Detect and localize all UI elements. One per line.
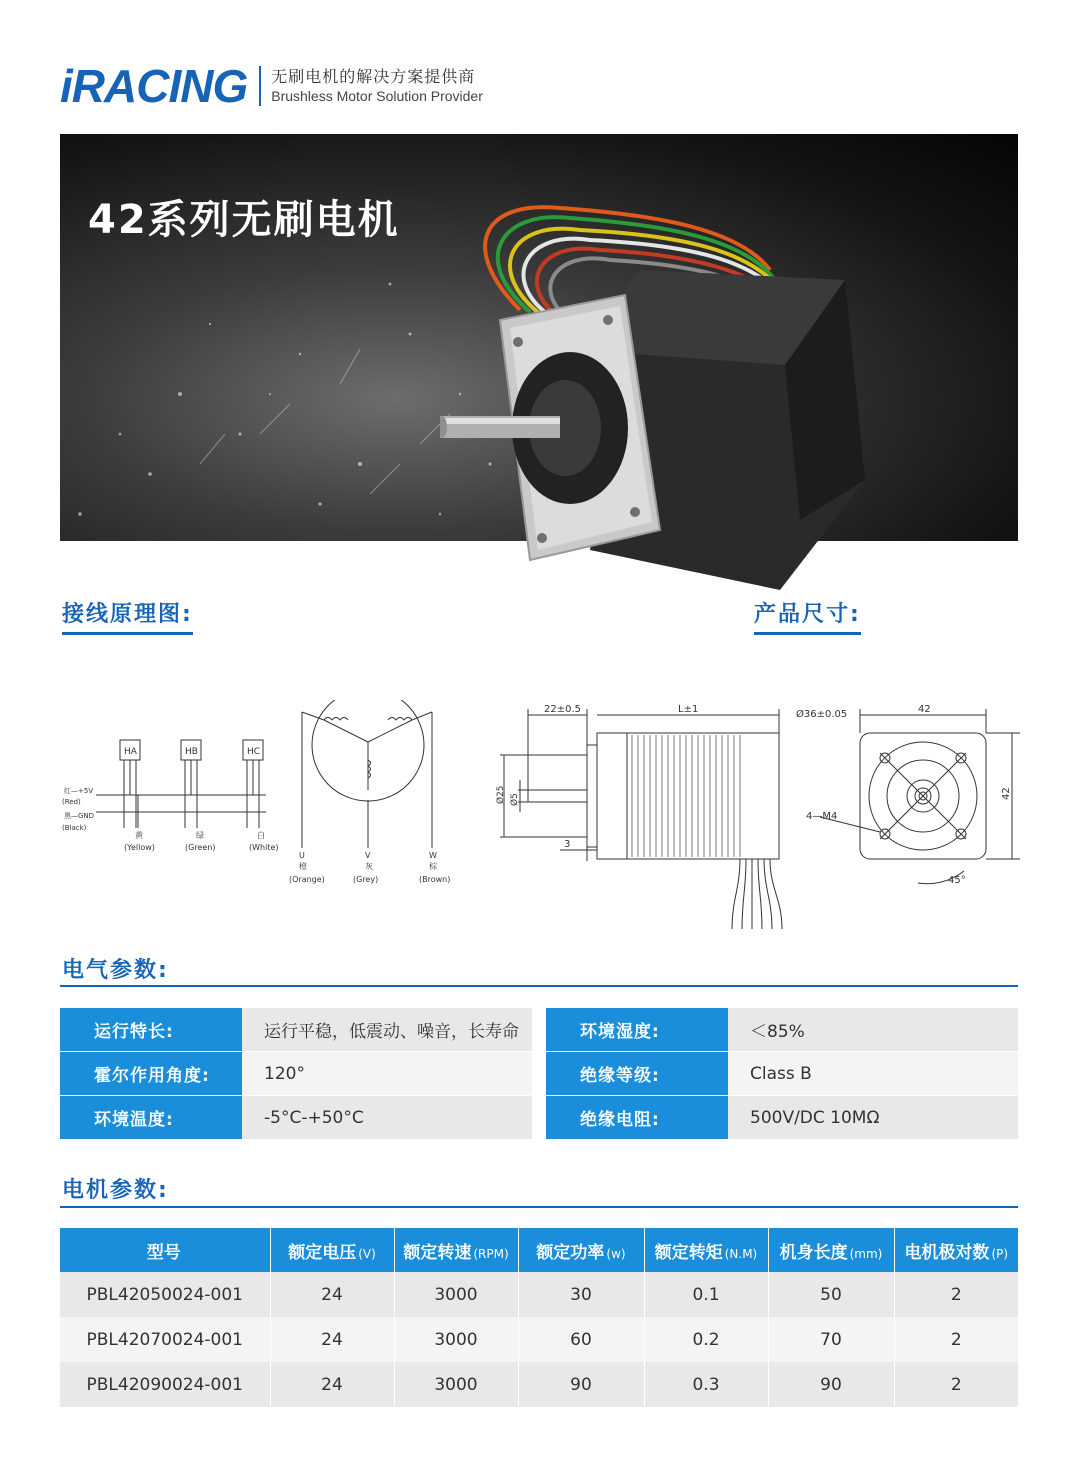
logo-divider bbox=[259, 66, 261, 106]
hall-label-c: HC bbox=[247, 747, 261, 757]
phase-w-letter: W bbox=[429, 851, 437, 860]
electrical-value: 500V/DC 10MΩ bbox=[728, 1096, 1018, 1139]
electrical-key: 绝缘等级: bbox=[546, 1052, 728, 1095]
table-header-row bbox=[60, 1228, 1018, 1272]
phase-u-cn: 橙 bbox=[299, 862, 307, 871]
table-row bbox=[60, 1317, 1018, 1362]
electrical-row bbox=[60, 1096, 532, 1140]
phase-w-cn: 棕 bbox=[429, 862, 437, 871]
electrical-value: -5°C-+50°C bbox=[242, 1096, 532, 1139]
wiring-diagram bbox=[56, 700, 466, 900]
cell-voltage: 24 bbox=[270, 1272, 394, 1317]
phase-u-letter: U bbox=[299, 851, 305, 860]
electrical-row bbox=[546, 1096, 1018, 1140]
cell-model: PBL42050024-001 bbox=[60, 1272, 270, 1317]
cell-pole-pairs: 2 bbox=[894, 1317, 1018, 1362]
hall-wire-green-en: (Green) bbox=[185, 843, 216, 852]
cell-model: PBL42090024-001 bbox=[60, 1362, 270, 1407]
cell-length: 90 bbox=[768, 1362, 894, 1407]
header-unit: (mm) bbox=[849, 1246, 883, 1261]
brand-logo: iRACING bbox=[60, 60, 248, 112]
phase-w-en: (Brown) bbox=[419, 875, 451, 884]
phase-v-cn: 灰 bbox=[365, 862, 373, 871]
hall-wire-yellow-cn: 黄 bbox=[135, 831, 143, 840]
column-header bbox=[894, 1228, 1018, 1272]
dim-shaft-diameter: Ø5 bbox=[510, 793, 520, 806]
dim-width: 42 bbox=[918, 704, 931, 715]
table-row bbox=[60, 1272, 1018, 1317]
column-header bbox=[60, 1228, 270, 1272]
header-label: 额定转矩 bbox=[654, 1242, 723, 1263]
electrical-value: 运行平稳，低震动、噪音，长寿命 bbox=[242, 1008, 532, 1051]
electrical-table-left bbox=[60, 1008, 532, 1140]
header-label: 电机极对数 bbox=[904, 1242, 990, 1263]
power-neg-label: 黑—GND bbox=[64, 812, 95, 820]
brand-tagline bbox=[271, 67, 483, 105]
hero-title: 42系列无刷电机 bbox=[88, 197, 400, 243]
hall-wire-white-cn: 白 bbox=[257, 831, 265, 840]
motor-params-table bbox=[60, 1228, 1018, 1407]
cell-length: 70 bbox=[768, 1317, 894, 1362]
electrical-key: 运行特长: bbox=[60, 1008, 242, 1051]
column-header bbox=[394, 1228, 518, 1272]
hall-label-a: HA bbox=[124, 747, 137, 757]
power-pos-en: (Red) bbox=[62, 798, 81, 806]
hall-wire-yellow-en: (Yellow) bbox=[124, 843, 155, 852]
cell-voltage: 24 bbox=[270, 1362, 394, 1407]
brand-header bbox=[60, 62, 483, 110]
column-header bbox=[518, 1228, 644, 1272]
cell-length: 50 bbox=[768, 1272, 894, 1317]
hall-label-b: HB bbox=[185, 747, 198, 757]
cell-power: 60 bbox=[518, 1317, 644, 1362]
section-title-wiring: 接线原理图: bbox=[62, 597, 193, 635]
cell-model: PBL42070024-001 bbox=[60, 1317, 270, 1362]
electrical-row bbox=[60, 1008, 532, 1052]
cell-power: 90 bbox=[518, 1362, 644, 1407]
header-unit: (N.M) bbox=[724, 1246, 758, 1261]
cell-speed: 3000 bbox=[394, 1317, 518, 1362]
section-title-electrical: 电气参数: bbox=[62, 958, 169, 983]
electrical-value: ＜85% bbox=[728, 1008, 1018, 1051]
cell-power: 30 bbox=[518, 1272, 644, 1317]
dimension-drawing bbox=[480, 695, 1020, 940]
header-label: 额定功率 bbox=[536, 1242, 605, 1263]
electrical-table-right bbox=[546, 1008, 1018, 1140]
section-rule-electrical bbox=[60, 985, 1018, 987]
cell-torque: 0.3 bbox=[644, 1362, 768, 1407]
dim-shaft-length: 22±0.5 bbox=[544, 704, 582, 715]
phase-u-en: (Orange) bbox=[289, 875, 325, 884]
header-label: 额定转速 bbox=[403, 1242, 472, 1263]
section-title-dimensions: 产品尺寸: bbox=[754, 597, 861, 635]
electrical-value: Class B bbox=[728, 1052, 1018, 1095]
power-neg-en: (Black) bbox=[62, 824, 87, 832]
cell-torque: 0.1 bbox=[644, 1272, 768, 1317]
tagline-cn: 无刷电机的解决方案提供商 bbox=[271, 67, 476, 86]
header-unit: (w) bbox=[606, 1246, 626, 1261]
header-unit: (V) bbox=[358, 1246, 376, 1261]
header-label: 额定电压 bbox=[288, 1242, 357, 1263]
section-title-motor: 电机参数: bbox=[62, 1178, 169, 1203]
electrical-value: 120° bbox=[242, 1052, 532, 1095]
column-header bbox=[768, 1228, 894, 1272]
power-pos-label: 红—+5V bbox=[64, 787, 94, 795]
column-header bbox=[644, 1228, 768, 1272]
dim-angle: 45° bbox=[948, 875, 966, 886]
header-unit: (P) bbox=[991, 1246, 1009, 1261]
dim-flange-thickness: 3 bbox=[564, 839, 571, 850]
dim-mount-holes: 4—M4 bbox=[806, 811, 838, 822]
column-header bbox=[270, 1228, 394, 1272]
header-label: 机身长度 bbox=[779, 1242, 848, 1263]
tagline-en: Brushless Motor Solution Provider bbox=[271, 88, 483, 104]
table-row bbox=[60, 1362, 1018, 1407]
electrical-key: 绝缘电阻: bbox=[546, 1096, 728, 1139]
dim-body-diameter: Ø25 bbox=[496, 785, 506, 804]
hall-wire-white-en: (White) bbox=[249, 843, 279, 852]
cell-voltage: 24 bbox=[270, 1317, 394, 1362]
phase-v-letter: V bbox=[365, 851, 371, 860]
dim-flange-diameter: Ø36±0.05 bbox=[796, 709, 848, 720]
electrical-key: 环境湿度: bbox=[546, 1008, 728, 1051]
cell-pole-pairs: 2 bbox=[894, 1272, 1018, 1317]
cell-torque: 0.2 bbox=[644, 1317, 768, 1362]
cell-speed: 3000 bbox=[394, 1362, 518, 1407]
electrical-row bbox=[60, 1052, 532, 1096]
dim-height: 42 bbox=[1001, 787, 1012, 800]
cell-speed: 3000 bbox=[394, 1272, 518, 1317]
dim-body-length: L±1 bbox=[678, 704, 699, 715]
electrical-key: 霍尔作用角度: bbox=[60, 1052, 242, 1095]
header-label: 型号 bbox=[146, 1242, 181, 1263]
hall-wire-green-cn: 绿 bbox=[196, 831, 204, 840]
electrical-row bbox=[546, 1008, 1018, 1052]
electrical-key: 环境温度: bbox=[60, 1096, 242, 1139]
phase-v-en: (Grey) bbox=[353, 875, 379, 884]
section-rule-motor bbox=[60, 1206, 1018, 1208]
cell-pole-pairs: 2 bbox=[894, 1362, 1018, 1407]
header-unit: (RPM) bbox=[473, 1246, 509, 1261]
electrical-row bbox=[546, 1052, 1018, 1096]
